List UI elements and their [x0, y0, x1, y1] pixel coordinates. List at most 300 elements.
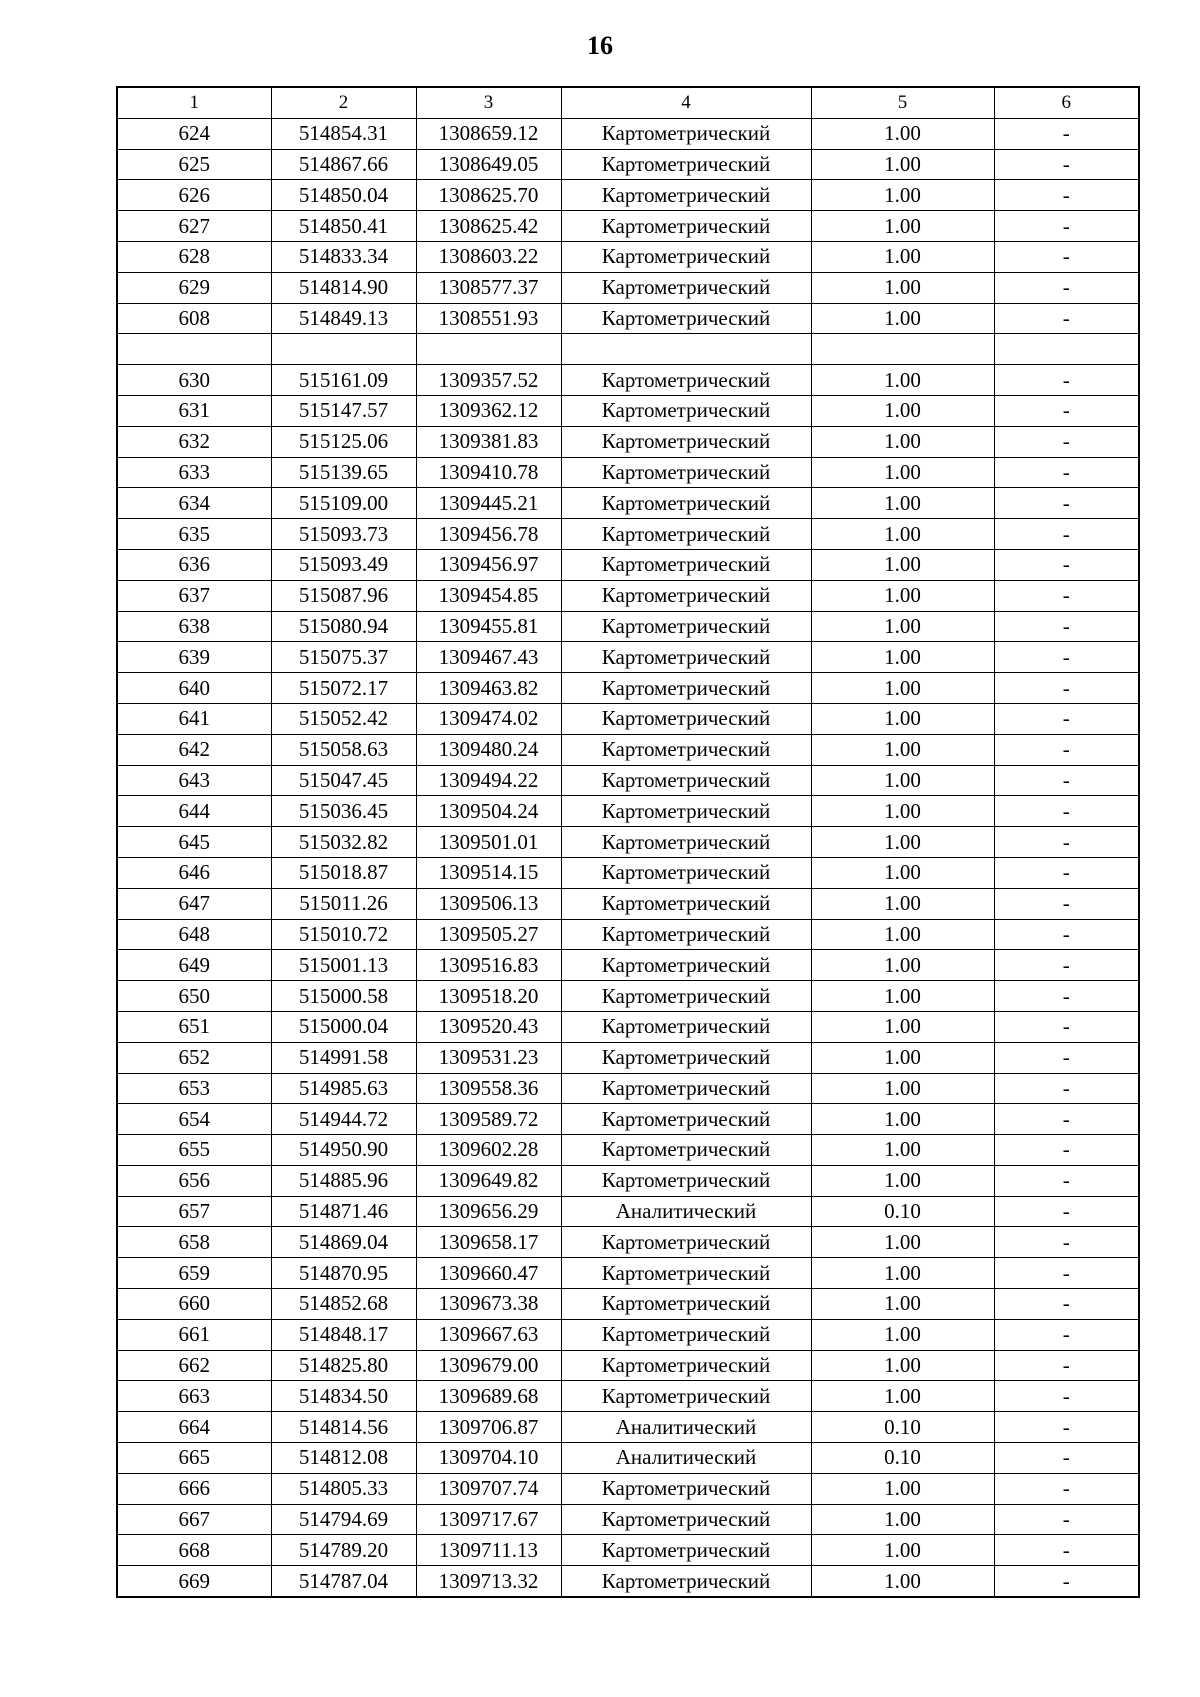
- table-row: [117, 149, 1139, 180]
- point-number-cell: 636: [117, 549, 271, 580]
- x-coordinate-cell: 514950.90: [271, 1135, 416, 1166]
- method-cell: Картометрический: [561, 519, 811, 550]
- point-number-cell: 656: [117, 1165, 271, 1196]
- method-cell: Картометрический: [561, 457, 811, 488]
- method-cell: Картометрический: [561, 580, 811, 611]
- y-coordinate-cell: [416, 334, 561, 365]
- table-row: [117, 827, 1139, 858]
- x-coordinate-cell: 514850.41: [271, 211, 416, 242]
- point-number-cell: 657: [117, 1196, 271, 1227]
- y-coordinate-cell: 1309558.36: [416, 1073, 561, 1104]
- table-row: [117, 611, 1139, 642]
- table-row: [117, 272, 1139, 303]
- y-coordinate-cell: 1309673.38: [416, 1289, 561, 1320]
- accuracy-cell: 1.00: [811, 1165, 994, 1196]
- point-number-cell: 669: [117, 1566, 271, 1597]
- accuracy-cell: 1.00: [811, 1227, 994, 1258]
- method-cell: Картометрический: [561, 365, 811, 396]
- x-coordinate-cell: 514854.31: [271, 118, 416, 149]
- method-cell: Картометрический: [561, 827, 811, 858]
- y-coordinate-cell: 1309494.22: [416, 765, 561, 796]
- accuracy-cell: 1.00: [811, 796, 994, 827]
- column-header-4: 4: [561, 87, 811, 118]
- method-cell: Картометрический: [561, 488, 811, 519]
- method-cell: Картометрический: [561, 981, 811, 1012]
- table-row: [117, 488, 1139, 519]
- table-row: [117, 1319, 1139, 1350]
- point-number-cell: 637: [117, 580, 271, 611]
- method-cell: Картометрический: [561, 611, 811, 642]
- table-row: [117, 1073, 1139, 1104]
- note-cell: -: [994, 1165, 1139, 1196]
- method-cell: Картометрический: [561, 1319, 811, 1350]
- point-number-cell: 664: [117, 1412, 271, 1443]
- y-coordinate-cell: 1308625.42: [416, 211, 561, 242]
- table-row: [117, 1350, 1139, 1381]
- method-cell: Картометрический: [561, 1042, 811, 1073]
- column-header-5: 5: [811, 87, 994, 118]
- accuracy-cell: 1.00: [811, 1504, 994, 1535]
- y-coordinate-cell: 1309357.52: [416, 365, 561, 396]
- note-cell: -: [994, 118, 1139, 149]
- x-coordinate-cell: 515010.72: [271, 919, 416, 950]
- table-row: [117, 796, 1139, 827]
- method-cell: Картометрический: [561, 1350, 811, 1381]
- table-row: [117, 1289, 1139, 1320]
- note-cell: -: [994, 1566, 1139, 1597]
- accuracy-cell: 1.00: [811, 1104, 994, 1135]
- point-number-cell: 633: [117, 457, 271, 488]
- table-row: [117, 180, 1139, 211]
- x-coordinate-cell: 515093.49: [271, 549, 416, 580]
- table-row: [117, 1227, 1139, 1258]
- note-cell: -: [994, 211, 1139, 242]
- x-coordinate-cell: 514985.63: [271, 1073, 416, 1104]
- x-coordinate-cell: 514871.46: [271, 1196, 416, 1227]
- point-number-cell: 649: [117, 950, 271, 981]
- y-coordinate-cell: 1309456.97: [416, 549, 561, 580]
- y-coordinate-cell: 1308603.22: [416, 241, 561, 272]
- x-coordinate-cell: 515000.58: [271, 981, 416, 1012]
- accuracy-cell: 1.00: [811, 1566, 994, 1597]
- point-number-cell: 634: [117, 488, 271, 519]
- accuracy-cell: 1.00: [811, 673, 994, 704]
- point-number-cell: [117, 334, 271, 365]
- method-cell: [561, 334, 811, 365]
- accuracy-cell: 1.00: [811, 1011, 994, 1042]
- note-cell: -: [994, 426, 1139, 457]
- note-cell: -: [994, 457, 1139, 488]
- point-number-cell: 668: [117, 1535, 271, 1566]
- method-cell: Картометрический: [561, 765, 811, 796]
- note-cell: -: [994, 1443, 1139, 1474]
- note-cell: -: [994, 981, 1139, 1012]
- point-number-cell: 658: [117, 1227, 271, 1258]
- method-cell: Картометрический: [561, 241, 811, 272]
- note-cell: -: [994, 180, 1139, 211]
- method-cell: Картометрический: [561, 703, 811, 734]
- point-number-cell: 641: [117, 703, 271, 734]
- y-coordinate-cell: 1309518.20: [416, 981, 561, 1012]
- method-cell: Картометрический: [561, 1566, 811, 1597]
- note-cell: -: [994, 703, 1139, 734]
- table-row: [117, 919, 1139, 950]
- accuracy-cell: 1.00: [811, 457, 994, 488]
- table-row: [117, 1104, 1139, 1135]
- table-row: [117, 888, 1139, 919]
- note-cell: -: [994, 1535, 1139, 1566]
- x-coordinate-cell: 515047.45: [271, 765, 416, 796]
- x-coordinate-cell: 515000.04: [271, 1011, 416, 1042]
- method-cell: Картометрический: [561, 1504, 811, 1535]
- accuracy-cell: 1.00: [811, 1073, 994, 1104]
- accuracy-cell: 0.10: [811, 1412, 994, 1443]
- y-coordinate-cell: 1309454.85: [416, 580, 561, 611]
- table-row: [117, 1473, 1139, 1504]
- note-cell: -: [994, 1011, 1139, 1042]
- table-row: [117, 580, 1139, 611]
- x-coordinate-cell: 515058.63: [271, 734, 416, 765]
- method-cell: Картометрический: [561, 796, 811, 827]
- note-cell: -: [994, 303, 1139, 334]
- x-coordinate-cell: 515109.00: [271, 488, 416, 519]
- method-cell: Картометрический: [561, 1473, 811, 1504]
- y-coordinate-cell: 1309656.29: [416, 1196, 561, 1227]
- y-coordinate-cell: 1308659.12: [416, 118, 561, 149]
- y-coordinate-cell: 1309658.17: [416, 1227, 561, 1258]
- note-cell: -: [994, 827, 1139, 858]
- x-coordinate-cell: 514812.08: [271, 1443, 416, 1474]
- note-cell: -: [994, 488, 1139, 519]
- note-cell: -: [994, 1042, 1139, 1073]
- point-number-cell: 650: [117, 981, 271, 1012]
- table-row: [117, 1165, 1139, 1196]
- x-coordinate-cell: 514849.13: [271, 303, 416, 334]
- note-cell: -: [994, 673, 1139, 704]
- point-number-cell: 665: [117, 1443, 271, 1474]
- point-number-cell: 647: [117, 888, 271, 919]
- note-cell: -: [994, 149, 1139, 180]
- method-cell: Картометрический: [561, 1535, 811, 1566]
- accuracy-cell: 1.00: [811, 611, 994, 642]
- point-number-cell: 644: [117, 796, 271, 827]
- note-cell: -: [994, 1104, 1139, 1135]
- x-coordinate-cell: 514848.17: [271, 1319, 416, 1350]
- y-coordinate-cell: 1309506.13: [416, 888, 561, 919]
- y-coordinate-cell: 1308625.70: [416, 180, 561, 211]
- accuracy-cell: 1.00: [811, 241, 994, 272]
- y-coordinate-cell: 1309711.13: [416, 1535, 561, 1566]
- note-cell: -: [994, 1073, 1139, 1104]
- method-cell: Картометрический: [561, 673, 811, 704]
- point-number-cell: 628: [117, 241, 271, 272]
- note-cell: -: [994, 519, 1139, 550]
- note-cell: -: [994, 857, 1139, 888]
- x-coordinate-cell: 514850.04: [271, 180, 416, 211]
- point-number-cell: 660: [117, 1289, 271, 1320]
- note-cell: -: [994, 950, 1139, 981]
- column-header-3: 3: [416, 87, 561, 118]
- x-coordinate-cell: 515001.13: [271, 950, 416, 981]
- y-coordinate-cell: 1309474.02: [416, 703, 561, 734]
- method-cell: Картометрический: [561, 395, 811, 426]
- note-cell: -: [994, 1381, 1139, 1412]
- table-row: [117, 1566, 1139, 1597]
- y-coordinate-cell: 1309480.24: [416, 734, 561, 765]
- x-coordinate-cell: 514814.56: [271, 1412, 416, 1443]
- point-number-cell: 624: [117, 118, 271, 149]
- table-row: [117, 211, 1139, 242]
- point-number-cell: 640: [117, 673, 271, 704]
- table-row: [117, 426, 1139, 457]
- accuracy-cell: 1.00: [811, 211, 994, 242]
- method-cell: Картометрический: [561, 1011, 811, 1042]
- y-coordinate-cell: 1309689.68: [416, 1381, 561, 1412]
- method-cell: Картометрический: [561, 1258, 811, 1289]
- y-coordinate-cell: 1309667.63: [416, 1319, 561, 1350]
- y-coordinate-cell: 1309717.67: [416, 1504, 561, 1535]
- accuracy-cell: 1.00: [811, 1135, 994, 1166]
- point-number-cell: 629: [117, 272, 271, 303]
- x-coordinate-cell: 514805.33: [271, 1473, 416, 1504]
- x-coordinate-cell: 515072.17: [271, 673, 416, 704]
- point-number-cell: 663: [117, 1381, 271, 1412]
- x-coordinate-cell: 514794.69: [271, 1504, 416, 1535]
- table-row: [117, 950, 1139, 981]
- point-number-cell: 632: [117, 426, 271, 457]
- accuracy-cell: 1.00: [811, 1042, 994, 1073]
- note-cell: -: [994, 241, 1139, 272]
- column-header-1: 1: [117, 87, 271, 118]
- y-coordinate-cell: 1309589.72: [416, 1104, 561, 1135]
- accuracy-cell: 1.00: [811, 1258, 994, 1289]
- table-row: [117, 118, 1139, 149]
- accuracy-cell: 1.00: [811, 642, 994, 673]
- method-cell: Картометрический: [561, 950, 811, 981]
- y-coordinate-cell: 1309456.78: [416, 519, 561, 550]
- accuracy-cell: 1.00: [811, 827, 994, 858]
- point-number-cell: 630: [117, 365, 271, 396]
- method-cell: Аналитический: [561, 1412, 811, 1443]
- x-coordinate-cell: 514834.50: [271, 1381, 416, 1412]
- point-number-cell: 655: [117, 1135, 271, 1166]
- note-cell: -: [994, 1289, 1139, 1320]
- point-number-cell: 627: [117, 211, 271, 242]
- accuracy-cell: 0.10: [811, 1196, 994, 1227]
- header-row: [117, 87, 1139, 118]
- note-cell: -: [994, 549, 1139, 580]
- x-coordinate-cell: 514885.96: [271, 1165, 416, 1196]
- table-body: [117, 118, 1139, 1597]
- accuracy-cell: 1.00: [811, 919, 994, 950]
- method-cell: Картометрический: [561, 1135, 811, 1166]
- method-cell: Картометрический: [561, 149, 811, 180]
- y-coordinate-cell: 1309706.87: [416, 1412, 561, 1443]
- accuracy-cell: 1.00: [811, 857, 994, 888]
- note-cell: -: [994, 796, 1139, 827]
- table-row: [117, 703, 1139, 734]
- point-number-cell: 639: [117, 642, 271, 673]
- x-coordinate-cell: 515093.73: [271, 519, 416, 550]
- method-cell: Картометрический: [561, 549, 811, 580]
- point-number-cell: 608: [117, 303, 271, 334]
- point-number-cell: 638: [117, 611, 271, 642]
- table-row: [117, 457, 1139, 488]
- y-coordinate-cell: 1309713.32: [416, 1566, 561, 1597]
- point-number-cell: 642: [117, 734, 271, 765]
- x-coordinate-cell: 514787.04: [271, 1566, 416, 1597]
- method-cell: Картометрический: [561, 211, 811, 242]
- table-row: [117, 673, 1139, 704]
- accuracy-cell: 1.00: [811, 888, 994, 919]
- x-coordinate-cell: 514991.58: [271, 1042, 416, 1073]
- method-cell: Аналитический: [561, 1196, 811, 1227]
- x-coordinate-cell: 515036.45: [271, 796, 416, 827]
- note-cell: -: [994, 765, 1139, 796]
- y-coordinate-cell: 1309520.43: [416, 1011, 561, 1042]
- accuracy-cell: 1.00: [811, 765, 994, 796]
- x-coordinate-cell: 514944.72: [271, 1104, 416, 1135]
- accuracy-cell: 1.00: [811, 1473, 994, 1504]
- accuracy-cell: 1.00: [811, 580, 994, 611]
- method-cell: Картометрический: [561, 1165, 811, 1196]
- point-number-cell: 653: [117, 1073, 271, 1104]
- accuracy-cell: [811, 334, 994, 365]
- method-cell: Картометрический: [561, 1073, 811, 1104]
- point-number-cell: 646: [117, 857, 271, 888]
- point-number-cell: 666: [117, 1473, 271, 1504]
- x-coordinate-cell: 515080.94: [271, 611, 416, 642]
- note-cell: -: [994, 642, 1139, 673]
- x-coordinate-cell: 515032.82: [271, 827, 416, 858]
- note-cell: -: [994, 1135, 1139, 1166]
- y-coordinate-cell: 1309501.01: [416, 827, 561, 858]
- accuracy-cell: 1.00: [811, 395, 994, 426]
- x-coordinate-cell: 514869.04: [271, 1227, 416, 1258]
- method-cell: Картометрический: [561, 180, 811, 211]
- table-row: [117, 334, 1139, 365]
- point-number-cell: 631: [117, 395, 271, 426]
- table-header: [117, 87, 1139, 118]
- method-cell: Картометрический: [561, 734, 811, 765]
- note-cell: -: [994, 272, 1139, 303]
- table-row: [117, 1135, 1139, 1166]
- y-coordinate-cell: 1309467.43: [416, 642, 561, 673]
- x-coordinate-cell: 515052.42: [271, 703, 416, 734]
- table-row: [117, 549, 1139, 580]
- note-cell: -: [994, 1227, 1139, 1258]
- accuracy-cell: 1.00: [811, 1381, 994, 1412]
- column-header-2: 2: [271, 87, 416, 118]
- accuracy-cell: 1.00: [811, 118, 994, 149]
- x-coordinate-cell: 514870.95: [271, 1258, 416, 1289]
- accuracy-cell: 1.00: [811, 180, 994, 211]
- point-number-cell: 626: [117, 180, 271, 211]
- note-cell: -: [994, 1350, 1139, 1381]
- accuracy-cell: 1.00: [811, 981, 994, 1012]
- table-row: [117, 642, 1139, 673]
- accuracy-cell: 1.00: [811, 1350, 994, 1381]
- method-cell: Картометрический: [561, 1227, 811, 1258]
- accuracy-cell: 1.00: [811, 149, 994, 180]
- y-coordinate-cell: 1309660.47: [416, 1258, 561, 1289]
- table-row: [117, 519, 1139, 550]
- note-cell: -: [994, 611, 1139, 642]
- x-coordinate-cell: 514833.34: [271, 241, 416, 272]
- y-coordinate-cell: 1308649.05: [416, 149, 561, 180]
- method-cell: Картометрический: [561, 272, 811, 303]
- point-number-cell: 652: [117, 1042, 271, 1073]
- table-row: [117, 1381, 1139, 1412]
- accuracy-cell: 1.00: [811, 950, 994, 981]
- method-cell: Картометрический: [561, 857, 811, 888]
- accuracy-cell: 1.00: [811, 426, 994, 457]
- x-coordinate-cell: 515075.37: [271, 642, 416, 673]
- table-row: [117, 734, 1139, 765]
- y-coordinate-cell: 1309516.83: [416, 950, 561, 981]
- y-coordinate-cell: 1308551.93: [416, 303, 561, 334]
- accuracy-cell: 1.00: [811, 1289, 994, 1320]
- x-coordinate-cell: 515125.06: [271, 426, 416, 457]
- point-number-cell: 643: [117, 765, 271, 796]
- column-header-6: 6: [994, 87, 1139, 118]
- y-coordinate-cell: 1309707.74: [416, 1473, 561, 1504]
- note-cell: -: [994, 395, 1139, 426]
- x-coordinate-cell: 514789.20: [271, 1535, 416, 1566]
- accuracy-cell: 1.00: [811, 1535, 994, 1566]
- point-number-cell: 651: [117, 1011, 271, 1042]
- table-row: [117, 241, 1139, 272]
- x-coordinate-cell: 515011.26: [271, 888, 416, 919]
- table-row: [117, 1042, 1139, 1073]
- table-row: [117, 981, 1139, 1012]
- method-cell: Картометрический: [561, 888, 811, 919]
- accuracy-cell: 1.00: [811, 549, 994, 580]
- point-number-cell: 648: [117, 919, 271, 950]
- note-cell: -: [994, 734, 1139, 765]
- point-number-cell: 659: [117, 1258, 271, 1289]
- note-cell: -: [994, 365, 1139, 396]
- point-number-cell: 645: [117, 827, 271, 858]
- y-coordinate-cell: 1308577.37: [416, 272, 561, 303]
- note-cell: -: [994, 1412, 1139, 1443]
- x-coordinate-cell: 514825.80: [271, 1350, 416, 1381]
- accuracy-cell: 1.00: [811, 1319, 994, 1350]
- note-cell: [994, 334, 1139, 365]
- method-cell: Картометрический: [561, 118, 811, 149]
- note-cell: -: [994, 919, 1139, 950]
- method-cell: Картометрический: [561, 642, 811, 673]
- note-cell: -: [994, 1504, 1139, 1535]
- x-coordinate-cell: 515018.87: [271, 857, 416, 888]
- table-row: [117, 303, 1139, 334]
- method-cell: Аналитический: [561, 1443, 811, 1474]
- table-row: [117, 1535, 1139, 1566]
- y-coordinate-cell: 1309410.78: [416, 457, 561, 488]
- method-cell: Картометрический: [561, 426, 811, 457]
- table-row: [117, 365, 1139, 396]
- table-row: [117, 395, 1139, 426]
- table-row: [117, 857, 1139, 888]
- x-coordinate-cell: [271, 334, 416, 365]
- y-coordinate-cell: 1309531.23: [416, 1042, 561, 1073]
- accuracy-cell: 1.00: [811, 519, 994, 550]
- method-cell: Картометрический: [561, 919, 811, 950]
- method-cell: Картометрический: [561, 1104, 811, 1135]
- note-cell: -: [994, 1258, 1139, 1289]
- y-coordinate-cell: 1309514.15: [416, 857, 561, 888]
- point-number-cell: 661: [117, 1319, 271, 1350]
